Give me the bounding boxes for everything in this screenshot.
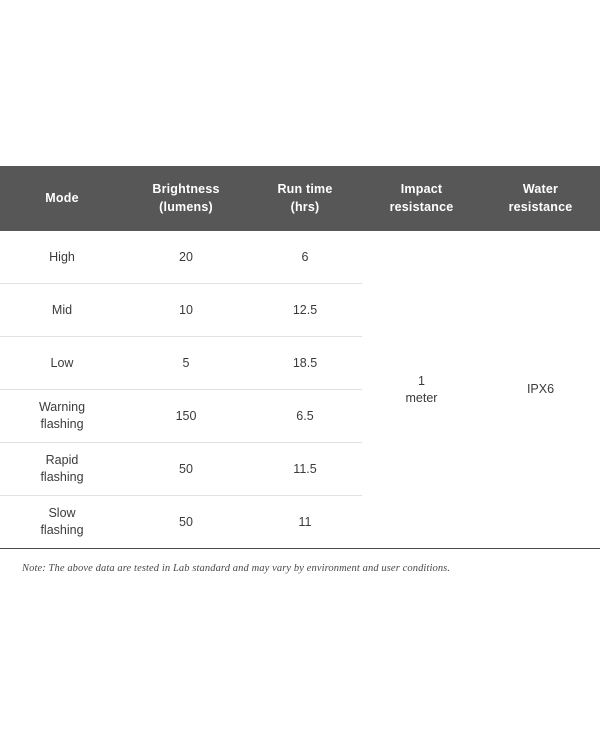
cell-water-resistance: IPX6 [526, 382, 555, 397]
column-header-runtime-line1: Run time [277, 182, 333, 196]
specification-table [0, 166, 600, 548]
cell-runtime: 11.5 [248, 443, 362, 496]
cell-mode [0, 390, 124, 443]
column-header-water-resistance [481, 166, 600, 231]
cell-mode-line1: Slow [48, 506, 76, 521]
cell-mode [0, 284, 124, 337]
cell-impact-line1: 1 [418, 373, 425, 388]
column-header-runtime-line2: (hrs) [290, 200, 320, 215]
table-header [0, 166, 600, 231]
cell-mode-line1: Rapid [45, 453, 79, 468]
cell-mode-line2: flashing [40, 417, 84, 432]
column-header-impact-line1: Impact [400, 182, 443, 196]
cell-brightness: 20 [124, 231, 248, 284]
cell-runtime: 6 [248, 231, 362, 284]
cell-runtime: 18.5 [248, 337, 362, 390]
column-header-water-line1: Water [522, 182, 559, 196]
column-header-brightness [124, 166, 248, 231]
column-header-brightness-line2: (lumens) [159, 200, 213, 215]
cell-runtime: 12.5 [248, 284, 362, 337]
column-header-runtime [248, 166, 362, 231]
table-row [0, 231, 600, 284]
table-footnote: Note: The above data are tested in Lab standard and may vary by environment and user conditions. [22, 563, 451, 575]
column-header-mode-line1: Mode [45, 191, 79, 206]
table-header-row [0, 166, 600, 231]
cell-mode-line2: flashing [40, 470, 84, 485]
cell-brightness: 10 [124, 284, 248, 337]
cell-brightness: 50 [124, 443, 248, 496]
cell-mode [0, 337, 124, 390]
cell-runtime: 6.5 [248, 390, 362, 443]
table-body [0, 231, 600, 548]
cell-brightness: 5 [124, 337, 248, 390]
cell-mode-line1: High [49, 249, 75, 264]
cell-mode [0, 496, 124, 549]
cell-brightness: 50 [179, 514, 193, 529]
cell-mode-line1: Mid [51, 302, 73, 317]
spec-table-container [0, 166, 600, 574]
column-header-mode [0, 166, 124, 231]
cell-brightness: 150 [124, 390, 248, 443]
cell-mode [0, 231, 124, 284]
column-header-impact-resistance [362, 166, 481, 231]
cell-mode-line1: Warning [38, 400, 86, 415]
column-header-brightness-line1: Brightness [152, 182, 220, 196]
cell-mode-line1: Low [50, 355, 74, 370]
column-header-water-line2: resistance [508, 200, 573, 215]
column-header-impact-line2: resistance [389, 200, 454, 215]
cell-runtime: 11 [298, 514, 312, 529]
cell-impact-resistance [362, 231, 481, 548]
cell-mode-line2: flashing [40, 523, 84, 538]
cell-impact-line2: meter [405, 390, 438, 405]
cell-mode [0, 443, 124, 496]
